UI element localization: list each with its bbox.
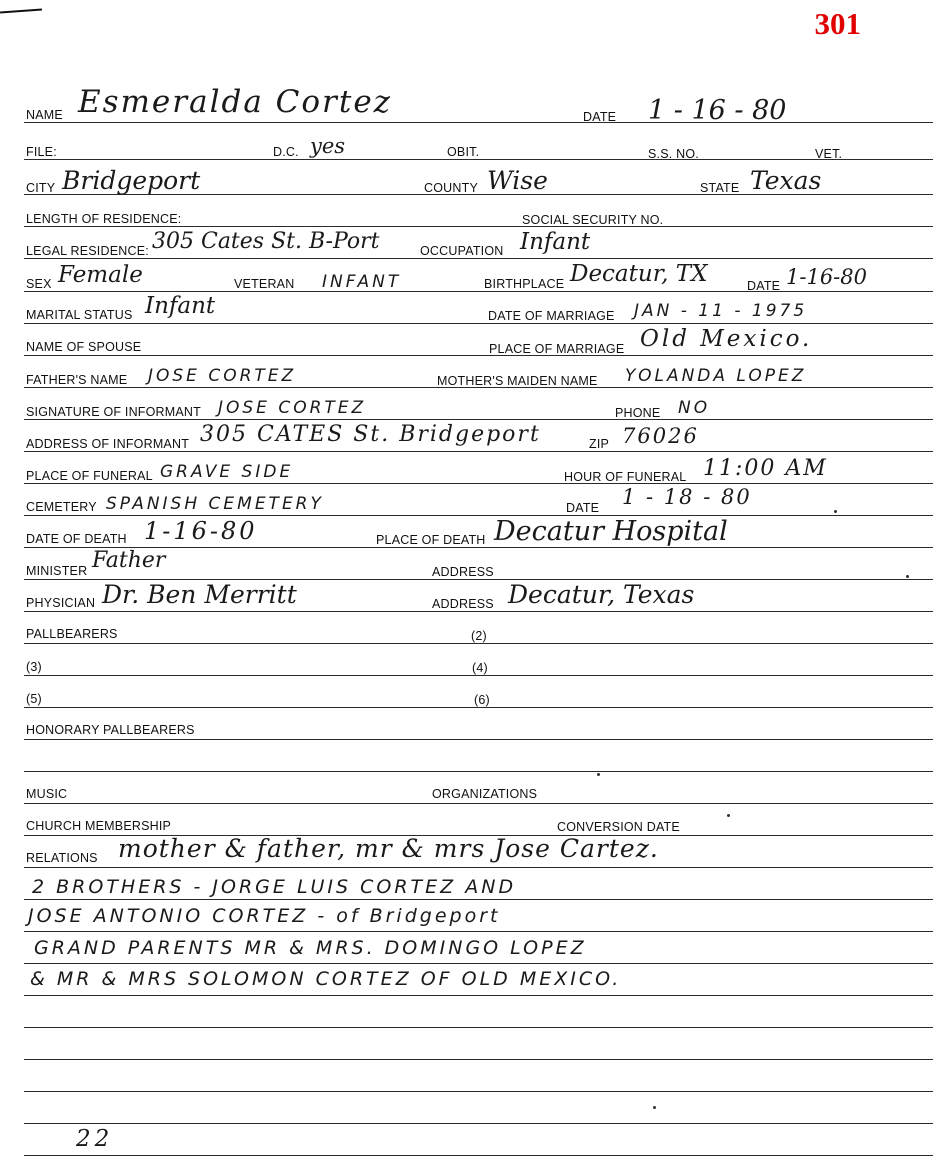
- obit-label: OBIT.: [447, 145, 480, 159]
- rule: [24, 122, 933, 123]
- funeral-date-label: DATE: [566, 501, 600, 515]
- name-of-spouse-label: NAME OF SPOUSE: [26, 340, 142, 354]
- birthplace-value: Decatur, TX: [570, 261, 708, 287]
- rule: [24, 291, 933, 292]
- pallbearer-2-label: (2): [471, 629, 487, 643]
- vet-label: VET.: [815, 147, 843, 161]
- date-of-marriage-label: DATE OF MARRIAGE: [488, 309, 615, 323]
- physician-address-value: Decatur, Texas: [508, 580, 695, 609]
- phone-value: NO: [678, 398, 711, 418]
- church-membership-label: CHURCH MEMBERSHIP: [26, 819, 172, 833]
- cemetery-value: SPANISH CEMETERY: [106, 494, 324, 514]
- speck: [653, 1106, 656, 1109]
- signature-of-informant-label: SIGNATURE OF INFORMANT: [26, 405, 201, 419]
- funeral-date-value: 1 - 18 - 80: [622, 485, 752, 509]
- organizations-label: ORGANIZATIONS: [432, 787, 538, 801]
- date-of-death-label: DATE OF DEATH: [26, 532, 127, 546]
- address-of-informant-label: ADDRESS OF INFORMANT: [26, 437, 190, 451]
- sex-label: SEX: [26, 277, 52, 291]
- rule: [24, 515, 933, 516]
- phone-label: PHONE: [615, 406, 661, 420]
- state-value: Texas: [750, 166, 822, 195]
- rule: [24, 1027, 933, 1028]
- city-label: CITY: [26, 181, 56, 195]
- mothers-maiden-name-value: YOLANDA LOPEZ: [625, 366, 807, 386]
- honorary-pallbearers-label: HONORARY PALLBEARERS: [26, 723, 195, 737]
- rule: [24, 995, 933, 996]
- date-label: DATE: [583, 110, 617, 124]
- minister-address-label: ADDRESS: [432, 565, 494, 579]
- marital-status-value: Infant: [145, 293, 216, 319]
- place-of-death-value: Decatur Hospital: [494, 516, 728, 547]
- birth-date-label: DATE: [747, 279, 781, 293]
- rule: [24, 258, 933, 259]
- dc-label: D.C.: [273, 145, 299, 159]
- fathers-name-value: JOSE CORTEZ: [148, 366, 297, 386]
- rule: [24, 226, 933, 227]
- rule: [24, 739, 933, 740]
- fathers-name-label: FATHER'S NAME: [26, 373, 128, 387]
- relations-label: RELATIONS: [26, 851, 98, 865]
- rule: [24, 159, 933, 160]
- rule: [24, 355, 933, 356]
- relations-line: GRAND PARENTS MR & MRS. DOMINGO LOPEZ: [34, 937, 587, 959]
- occupation-value: Infant: [520, 229, 591, 255]
- legal-residence-label: LEGAL RESIDENCE:: [26, 244, 149, 258]
- speck: [906, 575, 909, 578]
- pen-mark: [0, 9, 42, 14]
- speck: [727, 814, 730, 817]
- file-label: FILE:: [26, 145, 57, 159]
- physician-address-label: ADDRESS: [432, 597, 494, 611]
- social-security-label: SOCIAL SECURITY NO.: [522, 213, 664, 227]
- footer-number: 22: [76, 1126, 114, 1152]
- rule: [24, 867, 933, 868]
- ss-no-label: S.S. NO.: [648, 147, 699, 161]
- music-label: MUSIC: [26, 787, 68, 801]
- date-of-marriage-value: JAN - 11 - 1975: [634, 301, 808, 321]
- rule: [24, 1155, 933, 1156]
- rule: [24, 931, 933, 932]
- rule: [24, 899, 933, 900]
- rule: [24, 1059, 933, 1060]
- physician-label: PHYSICIAN: [26, 596, 96, 610]
- speck: [597, 773, 600, 776]
- minister-value: Father: [92, 548, 166, 573]
- state-label: STATE: [700, 181, 740, 195]
- rule: [24, 643, 933, 644]
- city-value: Bridgeport: [62, 166, 201, 195]
- cemetery-label: CEMETERY: [26, 500, 97, 514]
- relations-line: & MR & MRS SOLOMON CORTEZ OF OLD MEXICO.: [30, 968, 622, 990]
- relations-line: mother & father, mr & mrs Jose Cartez.: [118, 834, 659, 863]
- signature-of-informant-value: JOSE CORTEZ: [218, 398, 367, 418]
- minister-label: MINISTER: [26, 564, 88, 578]
- place-of-funeral-value: GRAVE SIDE: [160, 462, 294, 482]
- pallbearer-3-label: (3): [26, 660, 42, 674]
- rule: [24, 707, 933, 708]
- marital-status-label: MARITAL STATUS: [26, 308, 133, 322]
- occupation-label: OCCUPATION: [420, 244, 504, 258]
- physician-value: Dr. Ben Merritt: [102, 580, 297, 609]
- rule: [24, 483, 933, 484]
- date-of-death-value: 1-16-80: [144, 517, 258, 545]
- place-of-death-label: PLACE OF DEATH: [376, 533, 486, 547]
- mothers-maiden-name-label: MOTHER'S MAIDEN NAME: [437, 374, 598, 388]
- date-value: 1 - 16 - 80: [648, 95, 787, 126]
- relations-line: 2 BROTHERS - JORGE LUIS CORTEZ AND: [32, 876, 517, 898]
- county-label: COUNTY: [424, 181, 478, 195]
- rule: [24, 675, 933, 676]
- rule: [24, 419, 933, 420]
- birth-date-value: 1-16-80: [786, 265, 867, 289]
- pallbearer-4-label: (4): [472, 661, 488, 675]
- length-of-residence-label: LENGTH OF RESIDENCE:: [26, 212, 182, 226]
- pallbearer-6-label: (6): [474, 693, 490, 707]
- veteran-value: INFANT: [322, 272, 402, 292]
- rule: [24, 451, 933, 452]
- address-of-informant-value: 305 CATES St. Bridgeport: [200, 422, 541, 447]
- veteran-label: VETERAN: [234, 277, 295, 291]
- name-label: NAME: [26, 108, 63, 122]
- conversion-date-label: CONVERSION DATE: [557, 820, 680, 834]
- zip-value: 76026: [622, 424, 699, 448]
- name-value: Esmeralda Cortez: [78, 84, 393, 120]
- legal-residence-value: 305 Cates St. B-Port: [152, 229, 380, 254]
- rule: [24, 803, 933, 804]
- speck: [834, 510, 837, 513]
- dc-value: yes: [310, 134, 346, 158]
- place-of-marriage-label: PLACE OF MARRIAGE: [489, 342, 625, 356]
- sex-value: Female: [58, 262, 143, 288]
- place-of-marriage-value: Old Mexico.: [640, 326, 813, 352]
- rule: [24, 963, 933, 964]
- hour-of-funeral-label: HOUR OF FUNERAL: [564, 470, 687, 484]
- place-of-funeral-label: PLACE OF FUNERAL: [26, 469, 153, 483]
- pallbearer-5-label: (5): [26, 692, 42, 706]
- pallbearers-label: PALLBEARERS: [26, 627, 118, 641]
- rule: [24, 323, 933, 324]
- page-number: 301: [814, 6, 861, 41]
- rule: [24, 611, 933, 612]
- zip-label: ZIP: [589, 437, 610, 451]
- rule: [24, 771, 933, 772]
- rule: [24, 1091, 933, 1092]
- relations-line: JOSE ANTONIO CORTEZ - of Bridgeport: [28, 905, 501, 927]
- birthplace-label: BIRTHPLACE: [484, 277, 565, 291]
- county-value: Wise: [487, 166, 548, 195]
- rule: [24, 1123, 933, 1124]
- hour-of-funeral-value: 11:00 AM: [703, 456, 828, 481]
